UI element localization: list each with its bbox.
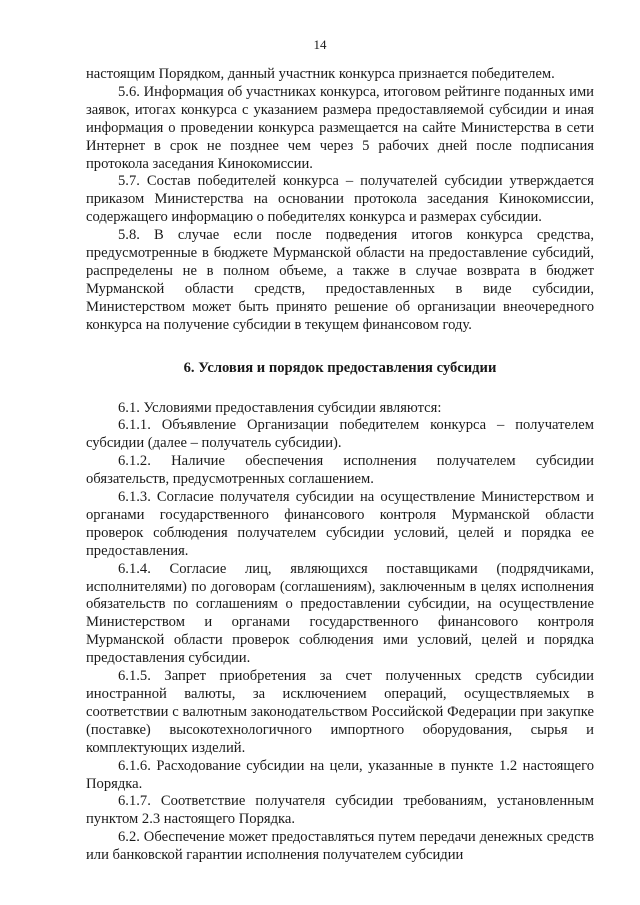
paragraph-6-1-5: 6.1.5. Запрет приобретения за счет полученных средств субсидии иностранной валюты, за исключением операций, осуществляемых в соответствии с валютным законодательством Российской Федерации при закупке (поставке) высокотехнологичного импортного оборудования, сырья и комплектующих изделий.	[86, 668, 594, 756]
document-body	[86, 66, 594, 865]
paragraph-6-1-2: 6.1.2. Наличие обеспечения исполнения получателем субсидии обязательств, предусмотренных соглашением.	[86, 453, 594, 488]
paragraph-5-7: 5.7. Состав победителей конкурса – получателей субсидии утверждается приказом Министерства на основании протокола заседания Кинокомиссии, содержащего информацию о победителях конкурса и размерах субсидии.	[86, 173, 594, 226]
paragraph-5-6: 5.6. Информация об участниках конкурса, итоговом рейтинге поданных ими заявок, итогах конкурса с указанием размера предоставляемой субсидии и иная информация о проведении конкурса размещается на сайте Министерства в сети Интернет в срок не позднее чем через 5 рабочих дней после подписания протокола заседания Кинокомиссии.	[86, 83, 594, 172]
paragraph-6-1-1: 6.1.1. Объявление Организации победителем конкурса – получателем субсидии (далее – получатель субсидии).	[86, 417, 594, 452]
paragraph-continuation: настоящим Порядком, данный участник конкурса признается победителем.	[86, 66, 555, 82]
paragraph-6-1-7: 6.1.7. Соответствие получателя субсидии требованиям, установленным пунктом 2.3 настоящего Порядка.	[86, 793, 594, 828]
paragraph-6-1-4: 6.1.4. Согласие лиц, являющихся поставщиками (подрядчиками, исполнителями) по договорам (соглашениям), заключенным в целях исполнения обязательств по соглашениям о предоставлении субсидии, на осуществление Министерством и органами государственного финансового контроля Мурманской области проверок соблюдения ими условий, целей и порядка предоставления субсидии.	[86, 560, 594, 667]
paragraph-6-1-3: 6.1.3. Согласие получателя субсидии на осуществление Министерством и органами государственного финансового контроля Мурманской области проверок соблюдения получателем субсидии условий, целей и порядка ее предоставления.	[86, 489, 594, 559]
paragraph-6-2: 6.2. Обеспечение может предоставляться путем передачи денежных средств или банковской гарантии исполнения получателем субсидии	[86, 829, 594, 864]
paragraph-6-1: 6.1. Условиями предоставления субсидии являются:	[118, 399, 442, 416]
section-6-heading: 6. Условия и порядок предоставления субсидии	[183, 359, 497, 376]
paragraph-6-1-6: 6.1.6. Расходование субсидии на цели, указанные в пункте 1.2 настоящего Порядка.	[86, 757, 594, 792]
paragraph-5-8: 5.8. В случае если после подведения итогов конкурса средства, предусмотренные в бюджете Мурманской области на предоставление субсидий, распределены не в полном объеме, а также в случае возврата в бюджет Мурманской области средств, предоставленных в виде субсидии, Министерством может быть принято решение об организации внеочередного конкурса на получение субсидии в текущем финансовом году.	[86, 227, 594, 333]
page-number: 14	[313, 37, 327, 52]
